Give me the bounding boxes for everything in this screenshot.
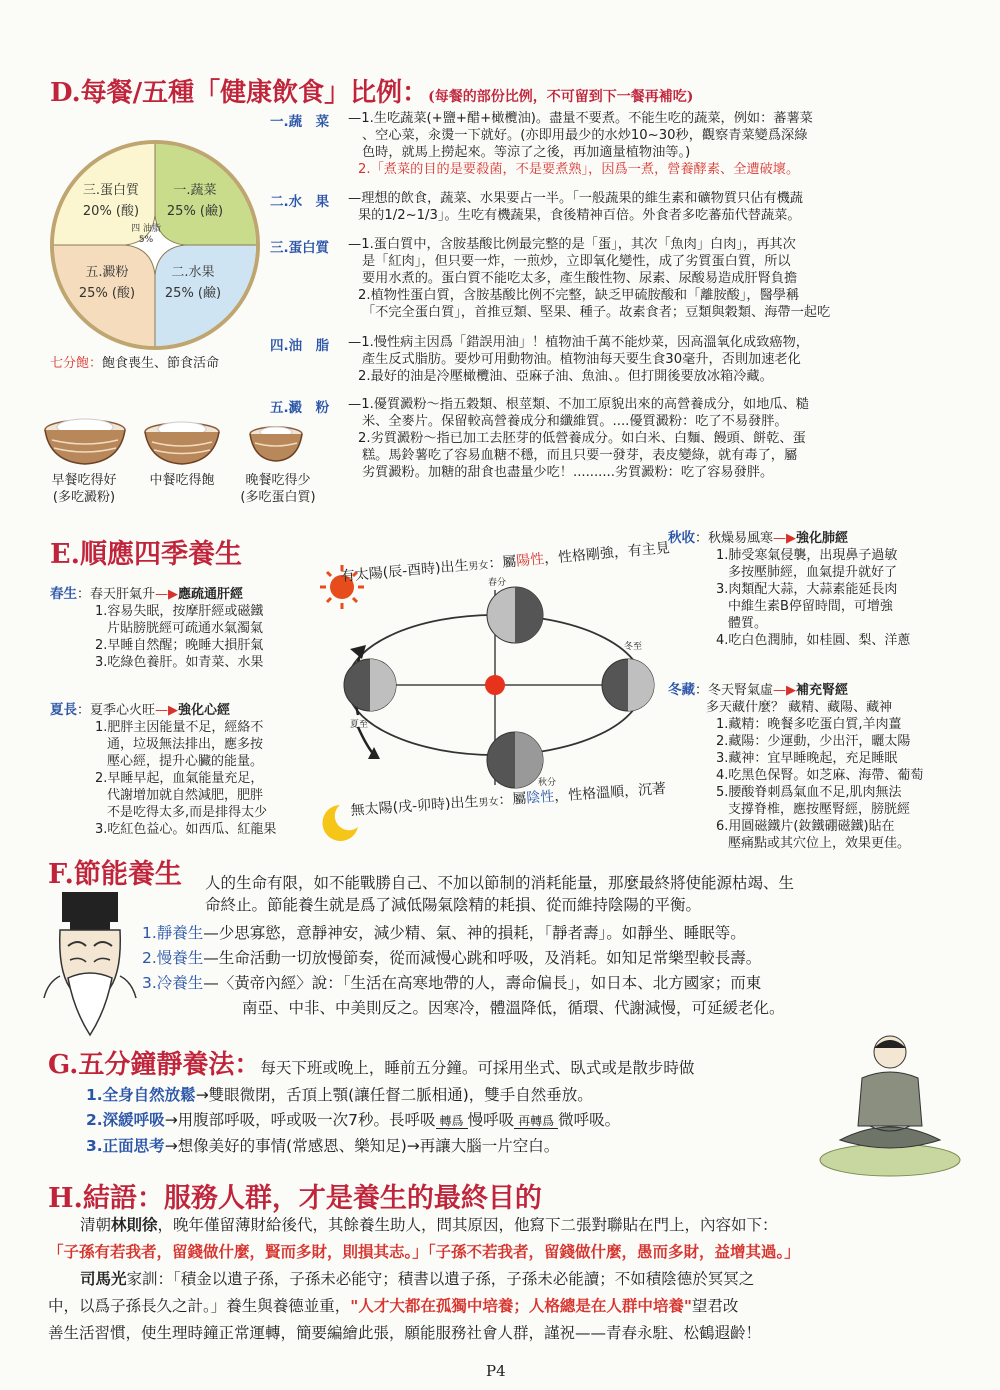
name-lin-zexu: 林則徐 xyxy=(111,1216,158,1234)
calm-step-transition: 轉爲 xyxy=(436,1114,468,1129)
sun-trait-post: ，性格剛強，有主見 xyxy=(543,540,671,568)
calm-step-text: 微呼吸。 xyxy=(558,1111,621,1129)
diet-line: 、空心菜，汆燙一下就好。(亦即用最少的水炒10~30秒，觀察青菜變爲深綠 xyxy=(362,128,808,143)
bowl-medium-icon xyxy=(140,420,224,468)
diet-item-label: 一.蔬 菜 xyxy=(270,114,330,130)
earth-summer-icon xyxy=(344,659,396,711)
calm-step-text: →雙眼微閉，舌頂上顎(讓任督二脈相通)，雙手自然垂放。 xyxy=(195,1086,593,1104)
diet-line: —1.蛋白質中，含胺基酸比例最完整的是「蛋」，其次「魚肉」白肉」，再其次 xyxy=(348,237,796,252)
season-line: 3.肉類配大蒜，大蒜素能延長肉 xyxy=(716,582,898,597)
diet-line: 2.植物性蛋白質，含胺基酸比例不完整，缺乏甲硫胺酸和「離胺酸」，醫學稱 xyxy=(358,288,800,303)
season-line: 1.藏精：晚餐多吃蛋白質,羊肉薑 xyxy=(716,717,902,732)
energy-item-text: —少思寡慾，意靜神安，減少精、氣、神的損耗，「靜者壽」。如靜坐、睡眠等。 xyxy=(203,924,746,942)
bowl-caption-line1: 早餐吃得好 xyxy=(51,473,117,488)
season-line: 1.肥胖主因能量不足，經絡不 xyxy=(95,720,264,735)
seven-full-note xyxy=(50,352,219,371)
section-d-subtitle: (每餐的部份比例，不可留到下一餐再補吃) xyxy=(428,89,694,105)
season-line: 壓心經，提升心臟的能量。 xyxy=(107,754,264,769)
diet-line: 果的1/2~1/3」。生吃有機蔬果，食後精神百倍。外食者多吃蕃茄代替蔬菜。 xyxy=(358,208,801,223)
page-number: P4 xyxy=(486,1362,506,1380)
season-line: 通，垃圾無法排出，應多按 xyxy=(107,737,264,752)
pie-q4-value: 25% (鹼) xyxy=(164,286,222,301)
season-name: 夏長 xyxy=(50,702,77,718)
diet-item-body xyxy=(348,190,973,224)
center-sun-icon xyxy=(485,675,505,695)
section-g-title xyxy=(48,1044,694,1081)
sun-trait-key: 陽性 xyxy=(515,551,545,570)
earth-spring-icon xyxy=(487,587,543,643)
diet-line: —1.優質澱粉～指五穀類、根莖類、不加工原貌出來的高營養成分，如地瓜、糙 xyxy=(348,397,809,412)
pie-label-q3 xyxy=(72,262,142,304)
season-line: 4.吃白色潤肺，如桂圓、梨、洋蔥 xyxy=(716,633,911,648)
pie-label-center xyxy=(131,224,161,246)
calm-step-relax xyxy=(86,1084,806,1106)
season-summer-head xyxy=(50,702,320,719)
conclusion-p5: 善生活習慣，使生理時鐘正常運轉，簡要編繪此張，願能服務社會人群，謹祝——青春永駐、松鶴遐齡！ xyxy=(48,1324,762,1342)
pie-q2-name: 一.蔬菜 xyxy=(173,183,217,198)
section-g-heading: G.五分鐘靜養法： xyxy=(48,1050,261,1080)
energy-item-slow xyxy=(142,947,982,969)
arrow-right-icon: —▶ xyxy=(773,683,797,698)
season-spring-head xyxy=(50,586,320,603)
season-line: 1.容易失眠，按摩肝經或磁鐵 xyxy=(95,604,264,619)
energy-item-text: —生命活動一切放慢節奏，從而減慢心跳和呼吸，及消耗。如知足常樂型較長壽。 xyxy=(203,949,762,967)
calm-step-label: 3.正面思考 xyxy=(86,1137,165,1155)
diet-line: 2.劣質澱粉～指已加工去胚芽的低營養成分。如白米、白麵、饅頭、餅乾、蛋 xyxy=(358,431,806,446)
pie-q1-value: 20% (酸) xyxy=(82,204,140,219)
bowl-caption-breakfast xyxy=(36,472,132,506)
calm-step-text: →用腹部呼吸，呼或吸一次7秒。長呼吸 xyxy=(164,1111,436,1129)
season-target: 強化肺經 xyxy=(796,531,849,546)
diet-line: 2.最好的油是冷壓橄欖油、亞麻子油、魚油、。但打開後要放冰箱冷藏。 xyxy=(358,369,773,384)
season-name: 春生 xyxy=(50,586,77,602)
season-line: 3.吃綠色養肝。如青菜、水果 xyxy=(95,655,264,670)
section-d-heading: D.每餐/五種「健康飲食」比例： xyxy=(50,78,429,108)
sun-birth-text: 有太陽(辰-酉時)出生 xyxy=(340,557,470,585)
conclusion-p1 xyxy=(48,1212,968,1239)
energy-item-label: 3.冷養生 xyxy=(142,974,204,992)
season-line: 2.藏陽：少運動，少出汗，曬太陽 xyxy=(716,734,911,749)
pie-label-q1 xyxy=(76,180,146,222)
pie-label-q4 xyxy=(158,262,228,304)
energy-item-text-cont: 南亞、中非、中美則反之。因寒冷，體溫降低，循環、代謝減慢，可延緩老化。 xyxy=(242,999,785,1017)
bowl-small-icon xyxy=(246,424,306,464)
season-line: 3.吃紅色益心。如西瓜、紅龍果 xyxy=(95,822,277,837)
pie-center-name: 四 油脂 xyxy=(131,224,161,234)
energy-item-quiet xyxy=(142,922,982,944)
meditating-person-icon xyxy=(810,1030,970,1180)
conclusion-p4 xyxy=(48,1293,968,1320)
diet-item-label: 二.水 果 xyxy=(270,194,330,210)
season-target: 強化心經 xyxy=(178,703,231,718)
text-span: 清朝 xyxy=(80,1216,112,1234)
pie-q3-name: 五.澱粉 xyxy=(85,265,129,280)
bowl-caption-dinner xyxy=(228,472,328,506)
season-line: 1.肺受寒氣侵襲，出現鼻子過敏 xyxy=(716,548,898,563)
diet-item-body xyxy=(348,110,973,178)
earth-winter-icon xyxy=(602,659,654,711)
pie-q1-name: 三.蛋白質 xyxy=(82,183,140,198)
season-line: 4.吃黑色保腎。如芝麻、海帶、葡萄 xyxy=(716,768,924,783)
text-span: ，晚年僅留薄財給後代，其餘養生助人，問其原因，他寫下二張對聯貼在門上，內容如下： xyxy=(157,1216,778,1234)
energy-item-label: 2.慢養生 xyxy=(142,949,204,967)
diet-item-label: 三.蛋白質 xyxy=(270,240,330,256)
sun-gender: 男女 xyxy=(468,560,489,573)
sage-face-icon xyxy=(40,890,140,1040)
season-line: 壓痛點或其穴位上，效果更佳。 xyxy=(728,836,911,851)
calm-step-breath xyxy=(86,1109,806,1132)
calm-step-text: 慢呼吸 xyxy=(467,1111,515,1129)
calm-step-positive xyxy=(86,1135,806,1157)
seven-full-label: 七分飽： xyxy=(50,356,103,371)
season-line: 2.早睡早起，血氣能量充足， xyxy=(95,771,264,786)
name-sima-guang: 司馬光 xyxy=(80,1270,127,1288)
arrow-right-icon: —▶ xyxy=(155,587,179,602)
diet-line: 要用水煮的。蛋白質不能吃太多，產生酸性物、尿素、尿酸易造成肝腎負擔 xyxy=(362,271,798,286)
season-line: 支撐脊椎，應按壓腎經，膀胱經 xyxy=(728,802,911,817)
diet-item-body xyxy=(348,396,973,481)
diet-line: 米、全麥片。保留較高營養成分和纖維質。....優質澱粉：吃了不易發胖。 xyxy=(362,414,788,429)
season-line: 不是吃得太多,而是排得太少 xyxy=(107,805,268,820)
moon-gender: 男女 xyxy=(478,796,499,810)
bowl-caption-lunch xyxy=(134,472,230,489)
season-head-text: ：冬天腎氣虛 xyxy=(695,683,774,698)
season-line: 片貼膀胱經可疏通水氣濁氣 xyxy=(107,621,264,636)
energy-item-cold xyxy=(142,972,982,994)
conclusion-couplet: 「子孫有若我者，留錢做什麼，賢而多財，則損其志。」「子孫不若我者，留錢做什麼，愚而多財，益增其過。」 xyxy=(48,1243,800,1261)
season-winter-head xyxy=(668,682,978,699)
diet-line: 「不完全蛋白質」，首推豆類、堅果、種子。故素食者；豆類與穀類、海帶一起吃 xyxy=(362,305,831,320)
moon-birth-text: 無太陽(戌-卯時)出生 xyxy=(350,794,479,819)
moon-trait-key: 陰性 xyxy=(525,788,555,807)
pie-center-value: 5% xyxy=(138,235,154,245)
season-name: 冬藏 xyxy=(668,682,695,698)
conclusion-quote: "人才大都在孤獨中培養；人格總是在人群中培養" xyxy=(350,1297,692,1315)
bowl-caption-line1: 晚餐吃得少 xyxy=(245,473,311,488)
section-f-intro xyxy=(205,872,975,916)
season-spring-block xyxy=(50,586,320,671)
section-d-title xyxy=(50,72,693,109)
season-head-text: ：春天肝氣升 xyxy=(77,587,156,602)
diet-item-body xyxy=(348,236,973,321)
bowl-caption-line2: (多吃澱粉) xyxy=(52,490,116,505)
calm-step-text: →想像美好的事情(常感恩、樂知足)→再讓大腦一片空白。 xyxy=(164,1137,560,1155)
arrow-right-icon: —▶ xyxy=(155,703,179,718)
season-name: 秋收 xyxy=(668,530,695,546)
arrow-right-icon: —▶ xyxy=(773,531,797,546)
season-winter-block xyxy=(668,682,978,852)
diet-line: 產生反式脂肪。要炒可用動物油。植物油每天要生食30毫升，否則加速老化 xyxy=(362,352,801,367)
diet-line: —1.慢性病主因爲「錯誤用油」！植物油千萬不能炒菜，因高溫氧化成致癌物， xyxy=(348,335,809,350)
label-autumn: 秋分 xyxy=(538,778,557,788)
bowl-caption-line2: (多吃蛋白質) xyxy=(240,490,316,505)
sun-trait-pre: ：屬 xyxy=(487,553,517,573)
earth-autumn-icon xyxy=(487,732,543,788)
diet-item-label: 四.油 脂 xyxy=(270,338,330,354)
season-line: 中維生素B停留時間，可增強 xyxy=(728,599,893,614)
diet-item-label: 五.澱 粉 xyxy=(270,400,330,416)
pie-label-q2 xyxy=(160,180,230,222)
bowl-large-icon xyxy=(40,418,130,468)
intro-line: 人的生命有限，如不能戰勝自己、不加以節制的消耗能量，那麼最終將使能源枯竭、生 xyxy=(205,874,795,892)
bowl-caption-line1: 中餐吃得飽 xyxy=(149,473,215,488)
section-f-items xyxy=(142,922,982,1019)
season-line: 3.藏神：宜早睡晚起，充足睡眠 xyxy=(716,751,898,766)
section-h-body xyxy=(48,1212,968,1347)
season-target: 應疏通肝經 xyxy=(178,587,244,602)
moon-trait-pre: ：屬 xyxy=(497,790,527,809)
season-line: 5.腰酸脊刺爲氣血不足,肌肉無法 xyxy=(716,785,902,800)
seven-full-text: 飽食喪生、節食活命 xyxy=(102,356,220,371)
label-spring: 春分 xyxy=(488,578,507,588)
conclusion-p3 xyxy=(48,1266,968,1293)
section-h-title: H.結語：服務人群，才是養生的最終目的 xyxy=(48,1183,542,1214)
season-autumn-block xyxy=(668,530,968,649)
diet-line: 2.「煮菜的目的是要殺菌，不是要煮熟」，因爲一煮，營養酵素、全遭破壞。 xyxy=(358,162,800,177)
diet-line: 糕。馬鈴薯吃了容易血糖不穩，而且只要一發芽，表皮變綠，就有毒了，屬 xyxy=(362,448,798,463)
section-g-items xyxy=(86,1084,806,1157)
calm-step-transition: 再轉爲 xyxy=(514,1114,558,1129)
pie-q4-name: 二.水果 xyxy=(171,265,215,280)
energy-item-text: —〈黃帝內經〉說：「生活在高寒地帶的人，壽命偏長」，如日本、北方國家；而東 xyxy=(203,974,762,992)
diet-item-body xyxy=(348,334,973,385)
diet-line: —理想的飲食，蔬菜、水果要占一半。「一般蔬果的維生素和礦物質只佔有機蔬 xyxy=(348,191,803,206)
calm-step-label: 1.全身自然放鬆 xyxy=(86,1086,196,1104)
diet-line: 是「紅肉」，但只要一炸，一煎炒，立即氧化變性，成了劣質蛋白質，所以 xyxy=(362,254,791,269)
text-span: 望君改 xyxy=(691,1297,739,1315)
section-f-title: F.節能養生 xyxy=(48,859,182,890)
pie-q3-value: 25% (酸) xyxy=(78,286,136,301)
season-head-text: ：秋燥易風寒 xyxy=(695,531,774,546)
season-line: 體質。 xyxy=(728,616,768,631)
season-line: 代謝增加就自然減肥，肥胖 xyxy=(107,788,264,803)
season-head-text: ：夏季心火旺 xyxy=(77,703,156,718)
season-line: 2.早睡自然醒；晚睡大損肝氣 xyxy=(95,638,264,653)
section-e-title: E.順應四季養生 xyxy=(50,539,242,570)
label-summer: 夏至 xyxy=(350,720,369,730)
energy-item-label: 1.靜養生 xyxy=(142,924,204,942)
calm-step-label: 2.深緩呼吸 xyxy=(86,1111,165,1129)
season-line: 6.用圓磁鐵片(釹鐵硼磁鐵)貼在 xyxy=(716,819,895,834)
season-autumn-head xyxy=(668,530,968,547)
label-winter: 冬至 xyxy=(624,642,643,652)
diet-line: 劣質澱粉。加糖的甜食也盡量少吃！..........劣質澱粉：吃了容易發胖。 xyxy=(362,465,774,480)
moon-trait-post: ，性格溫順，沉著 xyxy=(553,780,667,805)
season-line: 多按壓肺經，血氣提升就好了 xyxy=(728,565,898,580)
section-g-intro: 每天下班或晚上，睡前五分鐘。可採用坐式、臥式或是散步時做 xyxy=(260,1059,695,1077)
pie-q2-value: 25% (鹼) xyxy=(166,204,224,219)
text-span: 家訓：「積金以遺子孫，子孫未必能守；積書以遺子孫，子孫未必能讀；不如積陰德於冥冥之 xyxy=(126,1270,755,1288)
intro-line: 命終止。節能養生就是爲了減低陽氣陰精的耗損、從而維持陰陽的平衡。 xyxy=(205,896,702,914)
season-summer-block xyxy=(50,702,320,838)
season-target: 補充腎經 xyxy=(796,683,849,698)
diet-line: —1.生吃蔬菜(+鹽+醋+橄欖油)。盡量不要煮。不能生吃的蔬菜，例如：蕃薯菜 xyxy=(348,111,813,126)
diet-line: 色時，就馬上撈起來。等涼了之後，再加適量植物油等。) xyxy=(362,145,691,160)
season-line: 多天藏什麼？ 藏精、藏陽、藏神 xyxy=(706,700,893,715)
text-span: 中，以爲子孫長久之計。」養生與養德並重， xyxy=(48,1297,351,1315)
